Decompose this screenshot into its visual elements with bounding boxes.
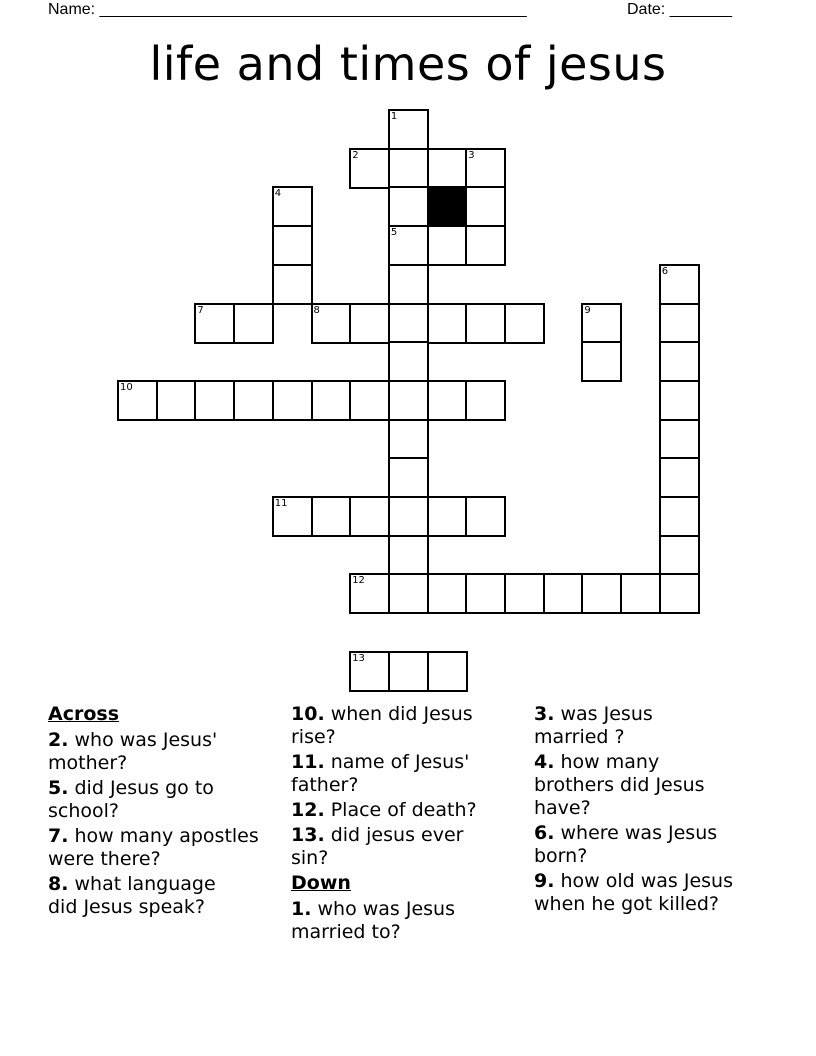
name-line: ________________________________________________ <box>99 1 527 18</box>
clue-number: 11 <box>274 498 288 509</box>
grid-cell[interactable] <box>427 496 468 537</box>
grid-cell[interactable] <box>272 496 313 537</box>
grid-cell[interactable] <box>427 651 468 692</box>
grid-cell[interactable] <box>349 303 390 344</box>
grid-cell[interactable] <box>194 303 235 344</box>
clue-across-8: 8. what language did Jesus speak? <box>48 873 216 918</box>
clue-across-11: 11. name of Jesus' father? <box>291 751 470 796</box>
grid-cell[interactable] <box>465 225 506 266</box>
grid-cell[interactable] <box>272 380 313 421</box>
date-line: _______ <box>669 1 732 18</box>
across-heading: Across <box>48 703 120 725</box>
clue-across-2: 2. who was Jesus' mother? <box>48 729 218 774</box>
grid-cell[interactable] <box>311 303 352 344</box>
grid-cell[interactable] <box>659 496 700 537</box>
clue-number: 1 <box>390 111 398 122</box>
clue-down-1: 1. who was Jesus married to? <box>291 898 455 943</box>
clue-across-10: 10. when did Jesus rise? <box>291 703 473 748</box>
grid-cell[interactable] <box>659 264 700 305</box>
clues-column-2 <box>291 703 529 946</box>
clue-number: 9 <box>584 304 591 316</box>
page-title: life and times of jesus <box>149 37 667 91</box>
grid-cell[interactable] <box>465 186 506 227</box>
grid-cell[interactable] <box>543 573 584 614</box>
grid-cell[interactable] <box>659 457 700 498</box>
grid-cell[interactable] <box>659 419 700 460</box>
grid-cell[interactable] <box>659 573 700 614</box>
grid-cell[interactable] <box>388 651 429 692</box>
clue-number: 7 <box>197 304 204 316</box>
grid-cell[interactable] <box>349 651 390 692</box>
grid-cell[interactable] <box>349 148 390 189</box>
date-label: Date: <box>627 1 666 18</box>
grid-cell[interactable] <box>504 303 545 344</box>
clue-number: 10 <box>120 381 133 393</box>
grid-cell[interactable] <box>388 341 429 382</box>
grid-cell[interactable] <box>388 457 429 498</box>
grid-cell[interactable] <box>427 225 468 266</box>
grid-cell[interactable] <box>388 380 429 421</box>
grid-cell[interactable] <box>427 380 468 421</box>
clue-across-12: 12. Place of death? <box>291 799 477 821</box>
clue-across-5: 5. did Jesus go to school? <box>48 777 214 822</box>
clue-down-9: 9. how old was Jesus when he got killed? <box>534 870 734 915</box>
grid-cell[interactable] <box>388 264 429 305</box>
grid-cell[interactable] <box>388 496 429 537</box>
grid-cell[interactable] <box>272 225 313 266</box>
grid-cell[interactable] <box>659 303 700 344</box>
grid-cell[interactable] <box>388 225 429 266</box>
grid-cell[interactable] <box>659 380 700 421</box>
grid-cell[interactable] <box>272 264 313 305</box>
grid-cell[interactable] <box>388 303 429 344</box>
grid-cell[interactable] <box>117 380 158 421</box>
grid-cell[interactable] <box>311 380 352 421</box>
clue-down-4: 4. how many brothers did Jesus have? <box>534 751 705 819</box>
grid-cell[interactable] <box>349 380 390 421</box>
black-cell <box>427 186 468 227</box>
grid-cell[interactable] <box>504 573 545 614</box>
grid-cell[interactable] <box>388 148 429 189</box>
grid-cell[interactable] <box>465 303 506 344</box>
grid-cell[interactable] <box>465 496 506 537</box>
grid-cell[interactable] <box>465 148 506 189</box>
down-heading: Down <box>291 872 351 894</box>
name-label: Name: <box>48 1 96 18</box>
grid-cell[interactable] <box>156 380 197 421</box>
grid-cell[interactable] <box>659 341 700 382</box>
clue-number: 5 <box>390 227 398 239</box>
clue-down-3: 3. was Jesus married ? <box>534 703 653 748</box>
clue-number: 6 <box>661 265 669 277</box>
grid-cell[interactable] <box>388 573 429 614</box>
grid-cell[interactable] <box>465 573 506 614</box>
grid-cell[interactable] <box>465 380 506 421</box>
clue-across-13: 13. did jesus ever sin? <box>291 824 464 869</box>
grid-cell[interactable] <box>620 573 661 614</box>
grid-cell[interactable] <box>272 186 313 227</box>
grid-cell[interactable] <box>581 303 622 344</box>
clue-number: 12 <box>352 575 365 587</box>
grid-cell[interactable] <box>349 496 390 537</box>
grid-cell[interactable] <box>581 341 622 382</box>
grid-cell[interactable] <box>581 573 622 614</box>
grid-cell[interactable] <box>659 535 700 576</box>
grid-cell[interactable] <box>388 186 429 227</box>
clue-number: 4 <box>274 188 282 200</box>
grid-cell[interactable] <box>233 303 274 344</box>
clue-number: 2 <box>352 149 359 161</box>
clue-number: 8 <box>313 304 320 316</box>
grid-cell[interactable] <box>194 380 235 421</box>
clue-down-6: 6. where was Jesus born? <box>534 822 718 867</box>
grid-cell[interactable] <box>311 496 352 537</box>
grid-cell[interactable] <box>233 380 274 421</box>
clues-column-3 <box>534 703 772 918</box>
grid-cell[interactable] <box>388 535 429 576</box>
grid-cell[interactable] <box>388 109 429 150</box>
grid-cell[interactable] <box>427 303 468 344</box>
clues-column-1 <box>48 703 286 921</box>
clue-number: 3 <box>468 149 475 161</box>
grid-cell[interactable] <box>349 573 390 614</box>
grid-cell[interactable] <box>427 148 468 189</box>
grid-cell[interactable] <box>388 419 429 460</box>
clue-across-7: 7. how many apostles were there? <box>48 825 259 870</box>
grid-cell[interactable] <box>427 573 468 614</box>
clue-number: 13 <box>352 652 365 664</box>
